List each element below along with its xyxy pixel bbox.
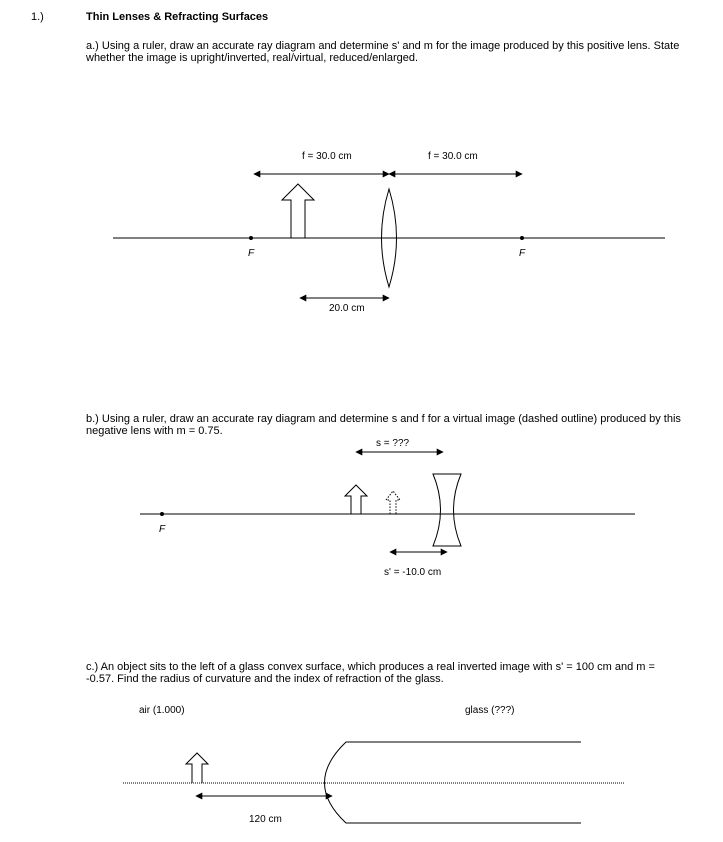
section-title: Thin Lenses & Refracting Surfaces (86, 11, 269, 23)
object-arrow-c (186, 753, 208, 783)
diverging-lens (433, 474, 461, 546)
air-label: air (1.000) (139, 705, 185, 716)
diagram-b (140, 438, 635, 578)
diagram-a (113, 151, 665, 314)
object-distance-label-c: 120 cm (249, 814, 282, 825)
focal-point-left (249, 236, 253, 240)
object-distance-label-a: 20.0 cm (329, 303, 365, 314)
part-b-text: b.) Using a ruler, draw an accurate ray diagram and determine s and f for a virtual image (dashed outline) produced by this negative lens with m = 0.75. (86, 413, 681, 437)
s-label: s = ??? (376, 438, 410, 449)
part-a-text: a.) Using a ruler, draw an accurate ray diagram and determine s' and m for the image produced by this positive lens. State whether the image is upright/inverted, real/virtual, reduced/enlarged. (86, 40, 680, 64)
focal-label-b: F (159, 524, 166, 535)
f-right-label: f = 30.0 cm (428, 151, 478, 162)
focal-label-left: F (248, 248, 255, 259)
object-arrow-a (282, 184, 314, 238)
focal-point-right (520, 236, 524, 240)
s-prime-label: s' = -10.0 cm (384, 567, 442, 578)
virtual-image-arrow (386, 491, 400, 514)
part-c-text: c.) An object sits to the left of a glass convex surface, which produces a real inverted image with s' = 100 cm and m = -0.57. Find the radius of curvature and the index of refraction of the glass. (86, 661, 655, 685)
problem-number: 1.) (31, 11, 44, 23)
glass-label: glass (???) (465, 705, 515, 716)
f-left-label: f = 30.0 cm (302, 151, 352, 162)
diagram-c (123, 705, 624, 825)
object-arrow-b (345, 485, 367, 514)
focal-label-right: F (519, 248, 526, 259)
focal-point-b (160, 512, 164, 516)
glass-convex-surface (325, 742, 582, 823)
